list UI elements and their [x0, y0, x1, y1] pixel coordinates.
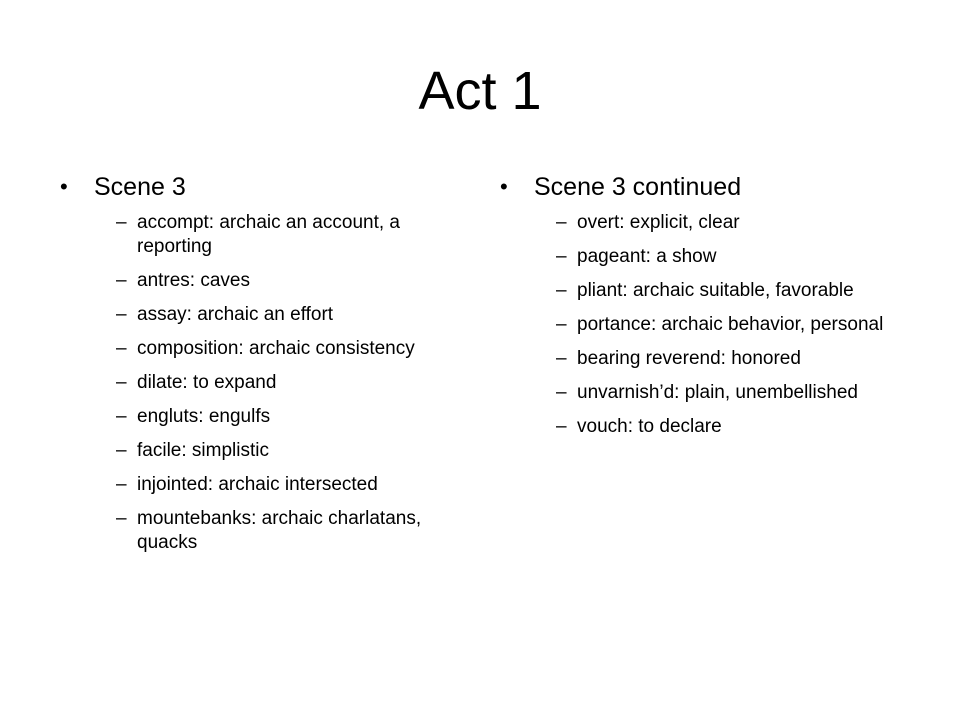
vocab-text: composition: archaic consistency [137, 338, 415, 359]
vocab-text: assay: archaic an effort [137, 304, 334, 325]
bullet-icon: • [500, 174, 508, 199]
vocab-text: facile: simplistic [137, 440, 269, 461]
dash-icon: – [556, 280, 567, 301]
vocab-text: portance: archaic behavior, personal [577, 314, 884, 335]
vocab-item [500, 279, 900, 303]
vocab-text: mountebanks: archaic charlatans, quacks [137, 508, 422, 553]
vocab-text: overt: explicit, clear [577, 212, 740, 233]
vocab-item [500, 313, 900, 337]
bullet-icon: • [60, 174, 68, 199]
vocab-text: pageant: a show [577, 246, 717, 267]
dash-icon: – [556, 348, 567, 369]
vocab-text: bearing reverend: honored [577, 348, 801, 369]
dash-icon: – [556, 382, 567, 403]
vocab-item [60, 337, 460, 361]
vocab-item [500, 211, 900, 235]
vocab-item [60, 473, 460, 497]
vocab-item [60, 439, 460, 463]
dash-icon: – [116, 372, 127, 393]
vocab-text: accompt: archaic an account, a reporting [137, 212, 400, 257]
vocab-item [500, 245, 900, 269]
scene-heading-text: Scene 3 continued [534, 173, 742, 201]
vocab-item [60, 303, 460, 327]
vocab-list [60, 211, 460, 555]
vocab-item [60, 405, 460, 429]
scene-heading [60, 172, 460, 202]
vocab-text: vouch: to declare [577, 416, 722, 437]
vocab-text: pliant: archaic suitable, favorable [577, 280, 854, 301]
dash-icon: – [556, 314, 567, 335]
vocab-list [500, 211, 900, 439]
vocab-text: antres: caves [137, 270, 250, 291]
dash-icon: – [116, 338, 127, 359]
vocab-item [60, 211, 460, 259]
slide-title: Act 1 [418, 61, 542, 121]
dash-icon: – [556, 416, 567, 437]
dash-icon: – [116, 304, 127, 325]
right-column [500, 172, 900, 449]
vocab-text: dilate: to expand [137, 372, 277, 393]
dash-icon: – [116, 474, 127, 495]
vocab-item [500, 415, 900, 439]
vocab-text: unvarnish’d: plain, unembellished [577, 382, 858, 403]
dash-icon: – [116, 406, 127, 427]
dash-icon: – [116, 508, 127, 529]
dash-icon: – [556, 212, 567, 233]
vocab-item [500, 347, 900, 371]
scene-heading-text: Scene 3 [94, 173, 186, 201]
dash-icon: – [116, 270, 127, 291]
left-column [60, 172, 460, 565]
vocab-item [60, 507, 460, 555]
vocab-text: injointed: archaic intersected [137, 474, 378, 495]
dash-icon: – [116, 212, 127, 233]
dash-icon: – [556, 246, 567, 267]
scene-heading [500, 172, 900, 202]
vocab-item [60, 269, 460, 293]
vocab-text: engluts: engulfs [137, 406, 271, 427]
dash-icon: – [116, 440, 127, 461]
vocab-item [60, 371, 460, 395]
vocab-item [500, 381, 900, 405]
